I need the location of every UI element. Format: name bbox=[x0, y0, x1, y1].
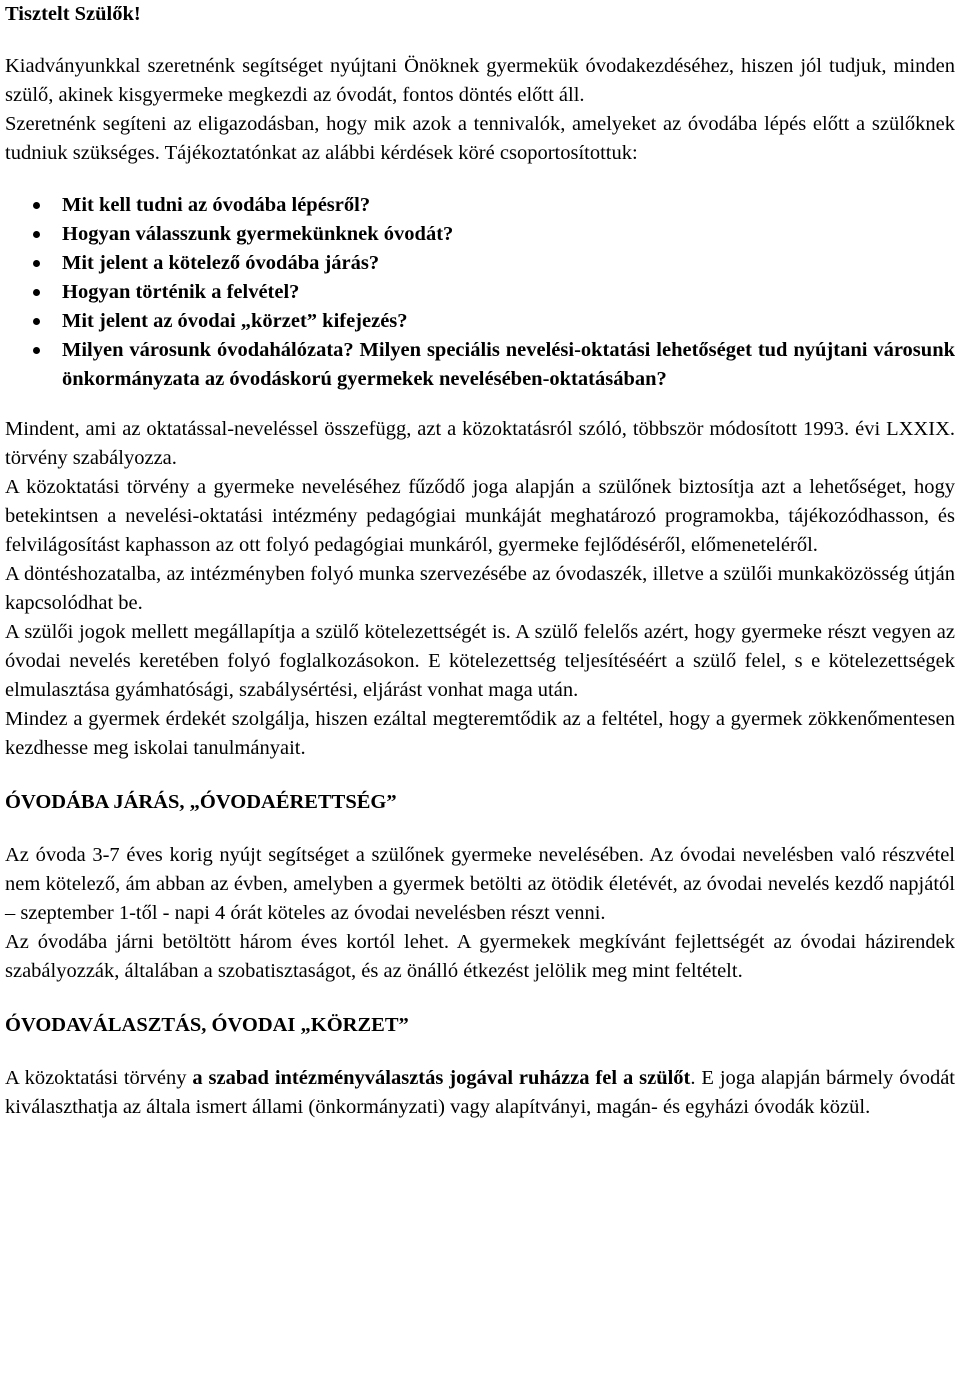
section2-paragraph-1 bbox=[5, 1064, 955, 1122]
law-paragraph-1: Mindent, ami az oktatással-neveléssel összefügg, azt a közoktatásról szóló, többször módosított 1993. évi LXXIX. törvény szabályozza. bbox=[5, 418, 955, 469]
section2-text-end: . E joga alapján bármely óvodát kiválaszthatja az általa ismert állami (önkormányzati) vagy alapítványi, magán- és egyházi óvodák közül. bbox=[5, 1067, 955, 1118]
section-heading-ovodaba-jaras: ÓVODÁBA JÁRÁS, „ÓVODAÉRETTSÉG” bbox=[5, 791, 397, 813]
question-item: Milyen városunk óvodahálózata? Milyen speciális nevelési-oktatási lehetőséget tud nyújtani városunk önkormányzata az óvodáskorú gyermekek nevelésében-oktatásában? bbox=[5, 336, 955, 394]
greeting: Tisztelt Szülők! bbox=[5, 3, 141, 25]
intro-paragraph-1: Kiadványunkkal szeretnénk segítséget nyújtani Önöknek gyermekük óvodakezdéséhez, hiszen jól tudjuk, minden szülő, akinek kisgyermeke megkezdi az óvodát, fontos döntés előtt áll. bbox=[5, 55, 955, 106]
section1-paragraph-2: Az óvodába járni betöltött három éves kortól lehet. A gyermekek megkívánt fejlettségét az óvodai házirendek szabályozzák, általában a szobatisztaságot, és az önálló étkezést jelölik meg mint feltételt. bbox=[5, 931, 955, 982]
question-list bbox=[5, 191, 955, 394]
section1-paragraph-1: Az óvoda 3-7 éves korig nyújt segítséget a szülőnek gyermeke nevelésében. Az óvodai nevelésben való részvétel nem kötelező, ám abban az évben, amelyben a gyermek betölti az ötödik életévét, az óvodai nevelés kezdő napjától – szeptember 1-től - napi 4 órát köteles az óvodai nevelésben részt venni. bbox=[5, 844, 955, 924]
law-paragraph-5: Mindez a gyermek érdekét szolgálja, hiszen ezáltal megteremtődik az a feltétel, hogy a gyermek zökkenőmentesen kezdhesse meg iskolai tanulmányait. bbox=[5, 708, 955, 759]
question-item: Mit kell tudni az óvodába lépésről? bbox=[5, 191, 955, 220]
question-item: Hogyan történik a felvétel? bbox=[5, 278, 955, 307]
question-item: Mit jelent az óvodai „körzet” kifejezés? bbox=[5, 307, 955, 336]
section2-text-start: A közoktatási törvény bbox=[5, 1067, 193, 1089]
law-paragraph-4: A szülői jogok mellett megállapítja a szülő kötelezettségét is. A szülő felelős azért, hogy gyermeke részt vegyen az óvodai nevelés keretében folyó foglalkozásokon. E kötelezettség teljesítéséért a szülő felel, s e kötelezettségek elmulasztása gyámhatósági, szabálysértési, eljárást vonhat maga után. bbox=[5, 621, 955, 701]
question-item: Hogyan válasszunk gyermekünknek óvodát? bbox=[5, 220, 955, 249]
question-item: Mit jelent a kötelező óvodába járás? bbox=[5, 249, 955, 278]
section-heading-ovodavalasztas: ÓVODAVÁLASZTÁS, ÓVODAI „KÖRZET” bbox=[5, 1014, 409, 1036]
law-paragraph-2: A közoktatási törvény a gyermeke neveléséhez fűződő joga alapján a szülőnek biztosítja azt a lehetőséget, hogy betekintsen a nevelési-oktatási intézmény pedagógiai munkáját meghatározó programokba, tájékozódhasson, és felvilágosítást kaphasson az ott folyó pedagógiai munkáról, gyermeke fejlődéséről, előmeneteléről. bbox=[5, 476, 955, 556]
intro-paragraph-2: Szeretnénk segíteni az eligazodásban, hogy mik azok a tennivalók, amelyeket az óvodába lépés előtt a szülőknek tudniuk szükséges. Tájékoztatónkat az alábbi kérdések köré csoportosítottuk: bbox=[5, 113, 955, 164]
section2-text-bold: a szabad intézményválasztás jogával ruházza fel a szülőt bbox=[192, 1067, 691, 1089]
law-paragraph-3: A döntéshozatalba, az intézményben folyó munka szervezésébe az óvodaszék, illetve a szülői munkaközösség útján kapcsolódhat be. bbox=[5, 563, 955, 614]
